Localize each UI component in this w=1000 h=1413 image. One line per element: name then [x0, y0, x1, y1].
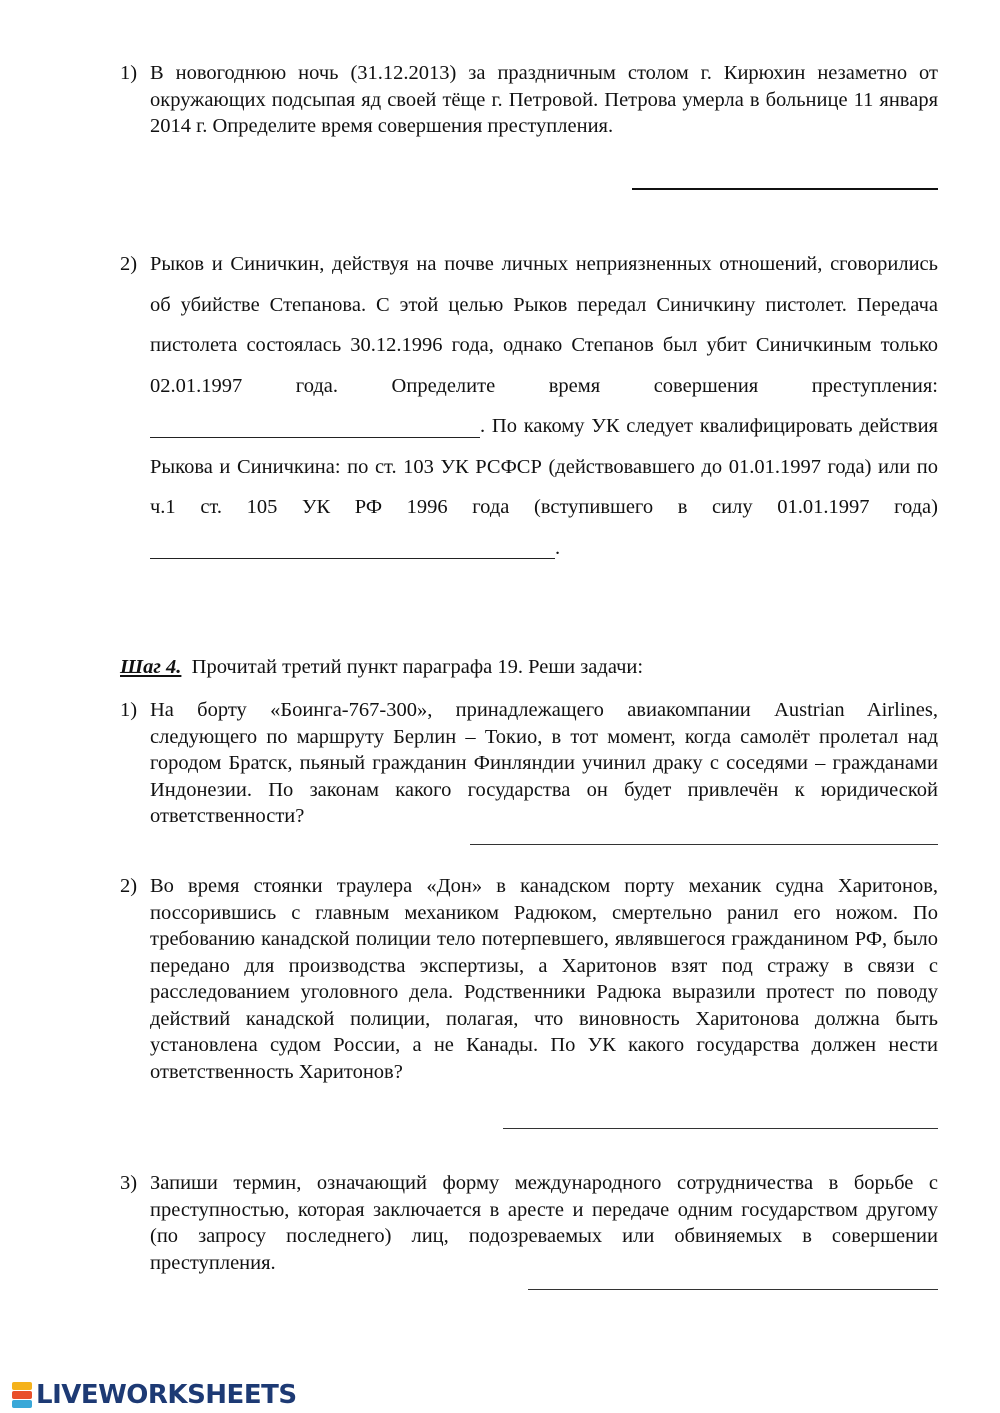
- task-text: В новогоднюю ночь (31.12.2013) за праздничным столом г. Кирюхин незаметно от окружающих подсыпая яд своей тёще г. Петровой. Петрова умерла в больнице 11 января 2014 г. Определите время совершения преступления.: [150, 62, 938, 137]
- task-text-part-b: . По какому УК следует квалифицировать действия Рыкова и Синичкина: по ст. 103 УК РСФСР (действовавшего до 01.01.1997 года) или по ч.1 ст. 105 УК РФ 1996 года (вступившего в силу 01.01.1997 года): [150, 415, 938, 518]
- answer-input-criminal-code[interactable]: [150, 538, 555, 559]
- step4-task-3: [120, 1170, 938, 1276]
- task-text: Запиши термин, означающий форму международного сотрудничества в борьбе с преступностью, которая заключается в аресте и передаче одним государством другому (по запросу последнего) лиц, подозреваемых или обвиняемых в совершении преступления.: [150, 1172, 938, 1274]
- task-number: 3): [120, 1172, 138, 1194]
- task-number: 2): [120, 875, 138, 897]
- task-number: 1): [120, 62, 138, 84]
- answer-input-jurisdiction[interactable]: [470, 844, 938, 845]
- task-number: 2): [120, 253, 138, 275]
- task-text-part-c: .: [555, 536, 561, 559]
- task-text: Во время стоянки траулера «Дон» в канадском порту механик судна Харитонов, поссорившись с главным механиком Радюком, смертельно ранил его ножом. По требованию канадской полиции тело потерпевшего, являвшегося гражданином РФ, было передано для производства экспертизы, а Харитонов взят под стражу в связи с расследованием уголовного дела. Родственники Радюка выразили протест по поводу действий канадской полиции, полагая, что виновность Харитонова должна быть установлена судом России, а не Канады. По УК какого государства должен нести ответственность Харитонов?: [150, 875, 938, 1083]
- liveworksheets-logo-icon: [12, 1382, 32, 1408]
- step-heading: [120, 654, 643, 680]
- task-number: 1): [120, 699, 138, 721]
- answer-input-term[interactable]: [528, 1289, 938, 1290]
- step-instruction: Прочитай третий пункт параграфа 19. Реши задачи:: [191, 656, 644, 678]
- task-text-block: [150, 244, 938, 568]
- task-date-1: [120, 60, 938, 140]
- liveworksheets-logo: [12, 1380, 297, 1410]
- task-date-2: [120, 244, 938, 568]
- answer-input-date-1[interactable]: [632, 188, 938, 190]
- task-text: На борту «Боинга-767-300», принадлежащего авиакомпании Austrian Airlines, следующего по маршруту Берлин – Токио, в тот момент, когда самолёт пролетал над городом Братск, пьяный гражданин Финляндии учинил драку с соседями – гражданами Индонезии. По законам какого государства он будет привлечён к юридической ответственности?: [150, 699, 938, 827]
- task-text-part-a: Рыков и Синичкин, действуя на почве личных неприязненных отношений, сговорились об убийстве Степанова. С этой целью Рыков передал Синичкину пистолет. Передача пистолета состоялась 30.12.1996 года, однако Степанов был убит Синичкиным только 02.01.1997 года. Определите время совершения преступления:: [150, 253, 938, 397]
- logo-text: LIVEWORKSHEETS: [36, 1380, 297, 1410]
- step4-task-1: [120, 697, 938, 830]
- step-label: Шаг 4.: [120, 656, 182, 678]
- answer-input-crime-time[interactable]: [150, 417, 480, 438]
- answer-input-criminal-code-state[interactable]: [503, 1128, 938, 1129]
- step4-task-2: [120, 873, 938, 1085]
